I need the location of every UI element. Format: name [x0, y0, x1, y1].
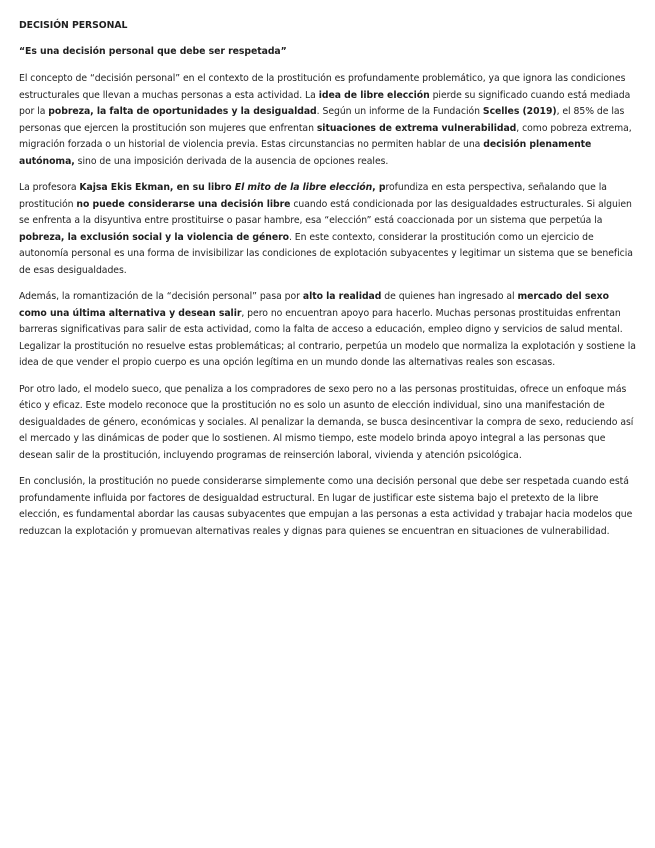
text-segment: pierde su significado cuando está mediada por la	[19, 89, 631, 117]
paragraph	[19, 71, 639, 170]
text-segment: situaciones de extrema vulnerabilidad	[316, 122, 517, 134]
text-segment: . Según un informe de la Fundación	[316, 106, 483, 117]
text-segment: cuando está condicionada por las desigualdades estructurales. Si alguien se enfrenta a la disyuntiva entre prostituirse o pasar hambre, esa “elección” está coaccionada por un sistema que perpetúa la	[19, 198, 632, 226]
paragraph	[19, 382, 639, 465]
text-segment: , el 85% de las personas que ejercen la prostitución son mujeres que enfrentan	[19, 106, 625, 134]
paragraph	[19, 474, 639, 540]
text-segment: Por otro lado, el modelo sueco, que penaliza a los compradores de sexo pero no a las personas prostituidas, ofrece un enfoque más ético y eficaz. Este modelo reconoce que la prostitución no es solo un asunto de elección individual, sino una manifestación de desigualdades de género, económicas y sociales. Al penalizar la demanda, se busca desincentivar la compra de sexo, reduciendo así el mercado y las dinámicas de poder que lo sostienen. Al mismo tiempo, este modelo brinda apoyo integral a las personas que desean salir de la prostitución, incluyendo programas de reinserción laboral, vivienda y atención psicológica.	[19, 383, 634, 461]
text-segment: El concepto de “decisión personal” en el contexto de la prostitución es profundamente problemático, ya que ignora las condiciones estructurales que llevan a muchas personas a esta actividad. La	[19, 73, 626, 101]
text-segment: Kajsa Ekis Ekman, en su libro	[79, 182, 235, 193]
text-segment: alto la realidad	[302, 291, 382, 302]
text-segment: , pero no encuentran apoyo para hacerlo. Muchas personas prostituidas enfrentan barreras significativas para salir de esta actividad, como la falta de acceso a educación, empleo digno y servicios de salud mental. Legalizar la prostitución no resuelve estas problemáticas; al contrario, perpetúa un modelo que normaliza la explotación y sostiene la idea de que vender el propio cuerpo es una opción legítima en un mundo donde las alternativas reales son escasas.	[19, 307, 636, 368]
text-segment: En conclusión, la prostitución no puede considerarse simplemente como una decisión personal que debe ser respetada cuando está profundamente influida por factores de desigualdad estructural. En lugar de justificar este sistema bajo el pretexto de la libre elección, es fundamental abordar las causas subyacentes que empujan a las personas a esta actividad y trabajar hacia modelos que reduzcan la explotación y promuevan alternativas reales y dignas para quienes se encuentran en situaciones de vulnerabilidad.	[19, 476, 633, 537]
text-segment: rofundiza en esta perspectiva, señalando que la prostitución	[19, 182, 607, 210]
document-subtitle: “Es una decisión personal que debe ser respetada”	[19, 46, 287, 57]
text-segment: no puede considerarse una decisión libre	[76, 198, 291, 210]
text-segment: pobreza, la falta de oportunidades y la desigualdad	[48, 106, 317, 117]
text-segment: , como pobreza extrema, migración forzada o un historial de violencia previa. Estas circunstancias no permiten hablar de una	[19, 122, 632, 150]
text-segment: . En este contexto, considerar la prostitución como un ejercicio de autonomía personal es una forma de invisibilizar las condiciones de explotación subyacentes y legitimar un sistema que se beneficia de esas desigualdades.	[19, 231, 633, 276]
text-segment: de quienes han ingresado al	[381, 291, 518, 302]
text-segment: decisión plenamente autónoma,	[19, 139, 592, 167]
text-segment: sino de una imposición derivada de la ausencia de opciones reales.	[74, 155, 389, 167]
text-segment: mercado del sexo como una última alternativa y desean salir	[19, 291, 609, 319]
text-segment: , p	[372, 182, 386, 193]
text-segment: Además, la romantización de la “decisión personal” pasa por	[19, 291, 303, 302]
text-segment: Scelles (2019)	[482, 106, 557, 117]
paragraph	[19, 180, 639, 279]
text-segment: El mito de la libre elección	[234, 182, 373, 193]
text-segment: pobreza, la exclusión social y la violencia de género	[19, 231, 289, 243]
paragraph	[19, 289, 639, 372]
document-body	[19, 71, 639, 540]
text-segment: La profesora	[19, 182, 80, 193]
text-segment: idea de libre elección	[318, 89, 430, 101]
document-title: DECISIÓN PERSONAL	[19, 20, 128, 31]
